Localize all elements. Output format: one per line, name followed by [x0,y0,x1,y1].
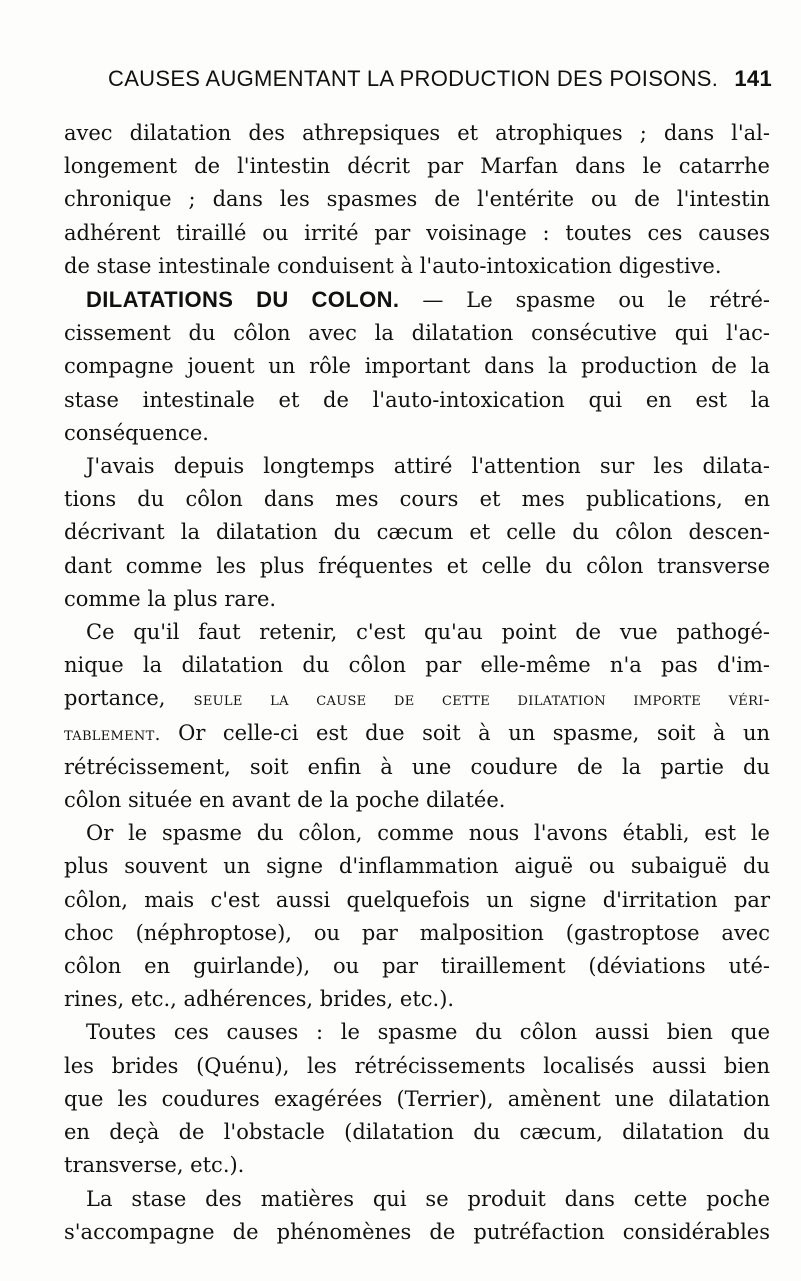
text-line: compagne jouent un rôle important dans la production de la [64,354,770,379]
text-line: tions du côlon dans mes cours et mes publications, en [64,487,770,512]
running-header [108,66,772,96]
text-line: côlon située en avant de la poche dilatée. [64,788,506,813]
paragraph-1 [64,117,770,283]
text-line: rétrécissement, soit enfin à une coudure de la partie du [64,754,770,779]
text-line: comme la plus rare. [64,586,277,611]
text-line: adhérent tiraillé ou irrité par voisinage : toutes ces causes [64,220,770,245]
text-line: les brides (Quénu), les rétrécissements localisés aussi bien [64,1053,770,1078]
page-number: 141 [734,66,772,91]
text-line: Ce qu'il faut retenir, c'est qu'au point de vue pathogé- [86,620,770,645]
text-line: dant comme les plus fréquentes et celle du côlon transverse [64,553,770,578]
text-line: cissement du côlon avec la dilatation consécutive qui l'ac- [64,321,770,346]
text-line: décrivant la dilatation du cæcum et celle du côlon descen- [64,520,770,545]
text-line: nique la dilatation du côlon par elle-même n'a pas d'im- [64,653,770,678]
text-line: transverse, etc.). [64,1153,245,1178]
paragraph-3 [64,450,770,616]
text-line: plus souvent un signe d'inflammation aiguë ou subaiguë du [64,854,770,879]
section-heading: DILATATIONS DU COLON. [86,287,400,313]
text-line: conséquence. [64,420,209,445]
paragraph-4 [64,616,770,817]
text-line: côlon, mais c'est aussi quelquefois un signe d'irritation par [64,887,770,912]
section-heading-continuation: — Le spasme ou le rétré- [422,288,771,313]
text-line: stase intestinale et de l'auto-intoxication qui en est la [64,387,770,412]
running-title: CAUSES AUGMENTANT LA PRODUCTION DES POISONS. [108,66,719,91]
paragraph-7 [64,1183,770,1249]
text-line: Toutes ces causes : le spasme du côlon aussi bien que [86,1020,770,1045]
emphasis-smallcaps: seule la cause de cette dilatation importe véri- [193,689,770,711]
text-line: de stase intestinale conduisent à l'auto-intoxication digestive. [64,253,722,278]
text-line [64,717,770,751]
text-line: longement de l'intestin décrit par Marfan dans le catarrhe [64,154,770,179]
text-line: chronique ; dans les spasmes de l'entérite ou de l'intestin [64,187,770,212]
text-line: rines, etc., adhérences, brides, etc.). [64,987,455,1012]
text-line [64,283,770,317]
text-line: La stase des matières qui se produit dans cette poche [86,1186,770,1211]
text-line: avec dilatation des athrepsiques et atrophiques ; dans l'al- [64,121,770,145]
text-line: Or le spasme du côlon, comme nous l'avons établi, est le [86,821,770,846]
text-line: choc (néphroptose), ou par malposition (gastroptose avec [64,920,770,945]
body-text [64,117,770,1249]
text-line: J'avais depuis longtemps attiré l'attention sur les dilata- [86,454,770,479]
text-line: en deçà de l'obstacle (dilatation du cæcum, dilatation du [64,1120,770,1145]
paragraph-5 [64,817,770,1016]
text-segment: Or celle-ci est due soit à un spasme, soit à un [160,720,770,745]
text-line: que les coudures exagérées (Terrier), amènent une dilatation [64,1086,770,1111]
text-segment: portance, [64,686,194,711]
text-line: s'accompagne de phénomènes de putréfaction considérables [64,1219,770,1244]
emphasis-smallcaps: tablement. [64,723,161,745]
paragraph-6 [64,1016,770,1182]
text-line: côlon en guirlande), ou par tiraillement (déviations uté- [64,954,770,979]
text-line [64,682,770,716]
paragraph-2 [64,283,770,450]
